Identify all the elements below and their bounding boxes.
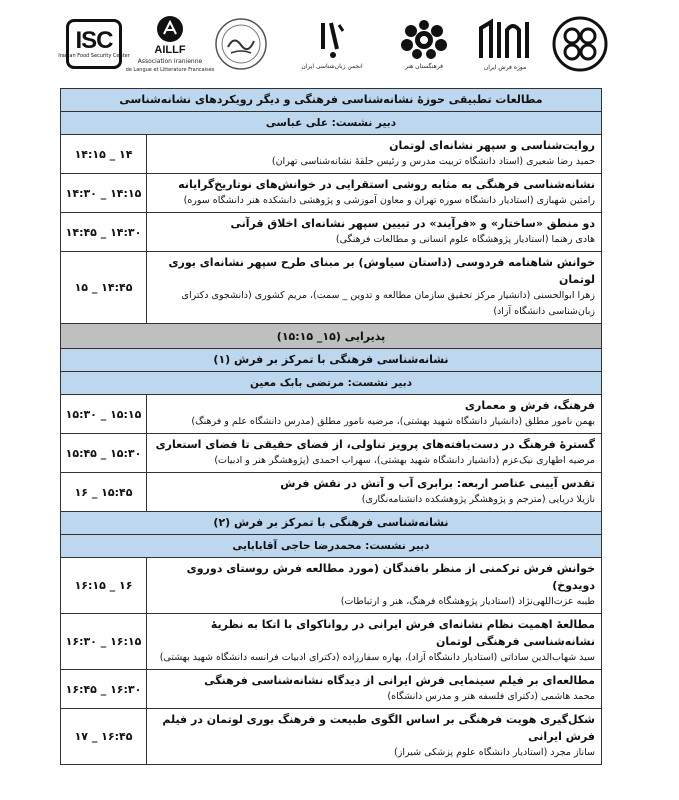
talk-speakers: رامتین شهبازی (استادیار دانشگاه سوره تهران و معاون آموزشی و پژوهشی دانشکده هنر دانشگاه سوره) bbox=[183, 195, 595, 206]
section-chair: دبیر نشست: محمدرضا حاجی آقابابایی bbox=[61, 534, 601, 557]
talk-row bbox=[61, 213, 602, 252]
talk-cell bbox=[147, 434, 602, 473]
talk-row bbox=[61, 174, 602, 213]
talk-time: ۱۶:۳۰ _ ۱۶:۴۵ bbox=[61, 670, 147, 709]
seal-calligraphy-icon bbox=[214, 17, 268, 71]
talk-time: ۱۴ _ ۱۴:۱۵ bbox=[61, 135, 147, 174]
knot-emblem-icon bbox=[552, 16, 608, 72]
section-chair: دبیر نشست: علی عباسی bbox=[61, 111, 601, 134]
section-header bbox=[61, 512, 602, 558]
break-label: پذیرایی (۱۵_ ۱۵:۱۵) bbox=[61, 324, 602, 349]
talk-cell bbox=[147, 174, 602, 213]
talk-title: تقدس آیینی عناصر اربعه: برابری آب و آتش در نقش فرش bbox=[280, 477, 595, 490]
section-header-row bbox=[61, 512, 602, 558]
talk-row bbox=[61, 395, 602, 434]
talk-row bbox=[61, 252, 602, 324]
program-table bbox=[60, 88, 602, 765]
section-title: نشانه‌شناسی فرهنگی با تمرکز بر فرش (۲) bbox=[213, 516, 449, 529]
talk-row bbox=[61, 670, 602, 709]
talk-row bbox=[61, 558, 602, 614]
culture-logo: فرهنگستان هنر bbox=[384, 14, 464, 74]
section-header bbox=[61, 89, 602, 135]
logos-bar bbox=[0, 0, 679, 88]
isc-logo bbox=[58, 14, 130, 74]
talk-row bbox=[61, 614, 602, 670]
talk-cell bbox=[147, 614, 602, 670]
talk-row bbox=[61, 709, 602, 765]
talk-time: ۱۴:۴۵ _ ۱۵ bbox=[61, 252, 147, 324]
break-row bbox=[61, 324, 602, 349]
talk-time: ۱۵:۳۰ _ ۱۵:۴۵ bbox=[61, 434, 147, 473]
talk-row bbox=[61, 434, 602, 473]
talk-speakers: بهمن نامور مطلق (دانشیار دانشگاه شهید بهشتی)، مرضیه نامور مطلق (مدرس دانشگاه علم و فرهنگ) bbox=[191, 416, 595, 427]
semiotics-logo: انجمن زبان‌شناسی ایران bbox=[290, 14, 374, 74]
talk-speakers: ساناز مجرد (استادیار دانشگاه علوم پزشکی شیراز) bbox=[394, 747, 595, 758]
talk-time: ۱۶:۱۵ _ ۱۶:۳۰ bbox=[61, 614, 147, 670]
isc-mark: ISC Iranian Food Security Center bbox=[66, 19, 122, 69]
talk-speakers: حمید رضا شعیری (استاد دانشگاه تربیت مدرس و رئیس حلقهٔ نشانه‌شناسی تهران) bbox=[271, 156, 595, 167]
talk-speakers: محمد هاشمی (دکترای فلسفه هنر و مدرس دانشگاه) bbox=[387, 691, 595, 702]
talk-cell bbox=[147, 135, 602, 174]
talk-speakers: نازیلا دریایی (مترجم و پژوهشگر پژوهشکده دانشنامه‌نگاری) bbox=[361, 494, 595, 505]
aillf-emblem-icon bbox=[155, 14, 185, 44]
talk-time: ۱۶:۴۵ _ ۱۷ bbox=[61, 709, 147, 765]
talk-time: ۱۶ _ ۱۶:۱۵ bbox=[61, 558, 147, 614]
section-chair: دبیر نشست: مرتضی بابک معین bbox=[61, 371, 601, 394]
section-header-row bbox=[61, 89, 602, 135]
semiotics-emblem-icon bbox=[317, 19, 347, 61]
section-title: مطالعات تطبیقی حوزهٔ نشانه‌شناسی فرهنگی و دیگر رویکردهای نشانه‌شناسی bbox=[119, 93, 543, 106]
flower-emblem-icon bbox=[393, 19, 455, 61]
talk-title: شکل‌گیری هویت فرهنگی بر اساس الگوی طبیعت و فرهنگ یوری لوتمان در فیلم فرش ایرانی bbox=[162, 713, 595, 743]
talk-cell bbox=[147, 670, 602, 709]
talk-title: دو منطق «ساختار» و «فرآیند» در تبیین سپهر نشانه‌ای اخلاق قرآنی bbox=[230, 217, 595, 230]
talk-title: نشانه‌شناسی فرهنگی به مثابه روشی استقرایی در خوانش‌های نوتاریخ‌گرایانه bbox=[178, 178, 595, 191]
talk-cell bbox=[147, 395, 602, 434]
farsh-logo: موزه فرش ایران bbox=[470, 14, 540, 74]
talk-title: خوانش شاهنامه فردوسی (داستان سیاوش) بر مبنای طرح سپهر نشانه‌ای یوری لوتمان bbox=[168, 256, 595, 286]
talk-cell bbox=[147, 558, 602, 614]
talk-time: ۱۴:۱۵ _ ۱۴:۳۰ bbox=[61, 174, 147, 213]
section-header-row bbox=[61, 349, 602, 395]
section-title: نشانه‌شناسی فرهنگی با تمرکز بر فرش (۱) bbox=[213, 353, 449, 366]
talk-cell bbox=[147, 252, 602, 324]
talk-time: ۱۵:۴۵ _ ۱۶ bbox=[61, 473, 147, 512]
talk-cell bbox=[147, 709, 602, 765]
talk-time: ۱۵:۱۵ _ ۱۵:۳۰ bbox=[61, 395, 147, 434]
talk-speakers: هادی رهنما (استادیار پژوهشگاه علوم انسانی و مطالعات فرهنگی) bbox=[335, 234, 595, 245]
aillf-logo: AILLF Association Iranienne de Langue et Litterature Francaises bbox=[140, 14, 200, 74]
talk-speakers: مرضیه اطهاری نیک‌عزم (دانشیار دانشگاه شهید بهشتی)، سهراب احمدی (پژوهشگر هنر و ادبیات) bbox=[214, 455, 595, 466]
section-header bbox=[61, 349, 602, 395]
talk-row bbox=[61, 473, 602, 512]
talk-title: روایت‌شناسی و سپهر نشانه‌ای لوتمان bbox=[389, 139, 595, 152]
talk-time: ۱۴:۳۰ _ ۱۴:۴۵ bbox=[61, 213, 147, 252]
round-pattern-logo bbox=[550, 14, 610, 74]
talk-title: خوانش فرش ترکمنی از منظر بافندگان (مورد مطالعه فرش روستای دوروی دویدوخ) bbox=[186, 562, 595, 592]
talk-title: فرهنگ، فرش و معماری bbox=[464, 399, 595, 412]
seal-logo bbox=[212, 14, 270, 74]
talk-speakers: زهرا ابوالحسنی (دانشیار مرکز تحقیق سازمان مطالعه و تدوین _ سمت)، مریم کشوری (دانشجوی دکترای زبان‌شناسی دانشگاه آزاد) bbox=[181, 290, 595, 317]
talk-cell bbox=[147, 213, 602, 252]
talk-title: گسترهٔ فرهنگ در دست‌بافته‌های پرویز تناولی، از فضای حقیقی تا فضای استعاری bbox=[155, 438, 595, 451]
carpet-museum-emblem-icon bbox=[475, 18, 535, 62]
talk-speakers: طیبه عزت‌اللهی‌نژاد (استادیار پژوهشگاه فرهنگ، هنر و ارتباطات) bbox=[340, 596, 595, 607]
talk-speakers: سید شهاب‌الدین ساداتی (استادیار دانشگاه آزاد)، بهاره سفارزاده (دکترای ادبیات فرانسه دانشگاه شهید بهشتی) bbox=[159, 652, 595, 663]
talk-row bbox=[61, 135, 602, 174]
talk-title: مطالعهٔ اهمیت نظام نشانه‌ای فرش ایرانی در رواناکوای با اتکا به نظریهٔ نشانه‌شناسی فرهنگی لوتمان bbox=[210, 618, 595, 648]
talk-cell bbox=[147, 473, 602, 512]
talk-title: مطالعه‌ای بر فیلم سینمایی فرش ایرانی از دیدگاه نشانه‌شناسی فرهنگی bbox=[204, 674, 595, 687]
